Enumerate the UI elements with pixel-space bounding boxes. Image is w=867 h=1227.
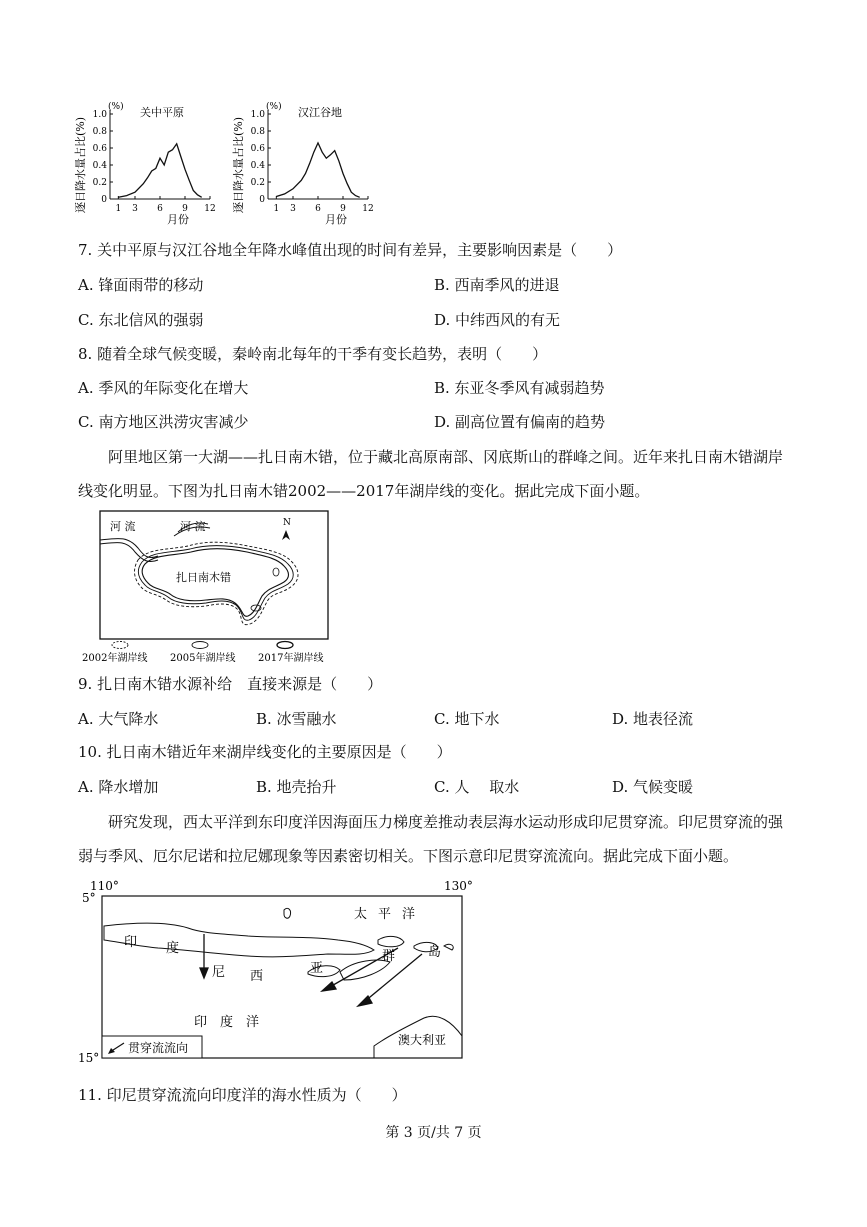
y-tick-label: 0.6	[250, 144, 265, 154]
label-indonesia-2: 度	[166, 941, 180, 956]
label-indonesia-5: 亚	[310, 961, 324, 976]
lat-bottom-label: 15°	[78, 1051, 100, 1065]
x-tick-label: 12	[204, 204, 216, 214]
legend-2002-label: 2002年湖岸线	[82, 653, 148, 664]
chart-unit: (%)	[266, 102, 282, 112]
chart-ylabel: 逐日降水量占比(%)	[74, 116, 87, 214]
chart-guanzhong	[73, 101, 216, 226]
x-tick-label: 3	[290, 204, 296, 214]
island	[378, 936, 404, 946]
legend-2005-label: 2005年湖岸线	[170, 653, 236, 664]
map-legend-label: 贯穿流流向	[128, 1041, 189, 1055]
question-9-option-c[interactable]: C. 地下水	[434, 710, 500, 728]
lake-shoreline-map	[78, 508, 338, 666]
legend-2017-label: 2017年湖岸线	[258, 653, 324, 664]
y-tick-label: 1.0	[250, 110, 265, 120]
y-tick-label: 0	[101, 195, 107, 205]
label-indonesia-7: 岛	[428, 945, 442, 960]
north-label: N	[283, 518, 291, 528]
x-tick-label: 9	[182, 204, 188, 214]
chart-xlabel: 月份	[167, 213, 189, 226]
north-arrow-icon	[282, 530, 290, 540]
river-label-2: 河 流	[180, 520, 206, 533]
question-10-option-b[interactable]: B. 地壳抬升	[256, 778, 337, 796]
y-tick-label: 1.0	[92, 110, 107, 120]
x-tick-label: 12	[362, 204, 374, 214]
y-tick-label: 0.2	[92, 178, 107, 188]
x-tick-label: 9	[340, 204, 346, 214]
label-indonesia-3: 尼	[212, 965, 226, 980]
legend-2017-symbol	[277, 642, 293, 649]
question-10-stem: 10. 扎日南木错近年来湖岸线变化的主要原因是（ ）	[78, 743, 452, 761]
passage-lake: 阿里地区第一大湖——扎日南木错，位于藏北高原南部、冈底斯山的群峰之间。近年来扎日南木错湖岸线变化明显。下图为扎日南木错2002——2017年湖岸线的变化。据此完成下面小题。	[78, 448, 784, 500]
passage-indonesian-throughflow: 研究发现，西太平洋到东印度洋因海面压力梯度差推动表层海水运动形成印尼贯穿流。印尼贯穿流的强弱与季风、厄尔尼诺和拉尼娜现象等因素密切相关。下图示意印尼贯穿流流向。据此完成下面小题。	[78, 813, 784, 865]
chart-title: 关中平原	[140, 106, 184, 119]
label-indian-ocean-1: 印	[194, 1015, 208, 1030]
x-tick-label: 3	[132, 204, 138, 214]
question-8-option-c[interactable]: C. 南方地区洪涝灾害减少	[78, 413, 249, 431]
precip-curve	[118, 144, 201, 198]
island	[444, 944, 453, 950]
question-7-option-d[interactable]: D. 中纬西风的有无	[434, 311, 561, 329]
question-7-option-a[interactable]: A. 锋面雨带的移动	[78, 276, 204, 294]
java-islands-outline	[104, 923, 374, 957]
question-10-option-a[interactable]: A. 降水增加	[78, 778, 159, 796]
label-pacific-2: 平	[378, 907, 392, 922]
river-label-1: 河 流	[110, 520, 136, 533]
legend-2005-symbol	[192, 642, 208, 649]
label-indonesia-4: 西	[250, 969, 264, 984]
label-indonesia-6: 群	[382, 949, 396, 964]
page-footer: 第 3 页/共 7 页	[385, 1125, 482, 1141]
precipitation-charts	[70, 95, 400, 230]
question-7-stem: 7. 关中平原与汉江谷地全年降水峰值出现的时间有差异，主要影响因素是（ ）	[78, 241, 623, 259]
lon-left-label: 110°	[90, 879, 119, 893]
question-11-stem: 11. 印尼贯穿流流向印度洋的海水性质为（ ）	[78, 1086, 407, 1104]
y-tick-label: 0.4	[250, 161, 265, 171]
question-10-option-c[interactable]: C. 人 取水	[434, 778, 520, 796]
x-tick-label: 6	[315, 204, 321, 214]
label-indian-ocean-3: 洋	[246, 1015, 260, 1030]
chart-hanjiang	[231, 101, 374, 226]
y-tick-label: 0	[259, 195, 265, 205]
y-tick-label: 0.2	[250, 178, 265, 188]
question-9-option-b[interactable]: B. 冰雪融水	[256, 710, 337, 728]
chart-title: 汉江谷地	[298, 106, 342, 119]
question-9-option-a[interactable]: A. 大气降水	[78, 710, 159, 728]
throughflow-map	[78, 876, 478, 1066]
y-tick-label: 0.8	[92, 127, 107, 137]
question-8-stem: 8. 随着全球气候变暖，秦岭南北每年的干季有变长趋势，表明（ ）	[78, 345, 548, 363]
question-10-option-d[interactable]: D. 气候变暖	[612, 778, 694, 796]
question-9-option-d[interactable]: D. 地表径流	[612, 710, 694, 728]
question-7-option-b[interactable]: B. 西南季风的进退	[434, 276, 560, 294]
lat-top-label: 5°	[82, 891, 96, 905]
chart-ylabel: 逐日降水量占比(%)	[232, 116, 245, 214]
question-8-option-b[interactable]: B. 东亚冬季风有减弱趋势	[434, 379, 605, 397]
river-left	[100, 538, 158, 557]
label-australia: 澳大利亚	[398, 1033, 447, 1047]
question-8-option-a[interactable]: A. 季风的年际变化在增大	[78, 379, 249, 397]
island	[273, 568, 279, 576]
legend-2002-symbol	[112, 642, 128, 649]
island	[284, 908, 291, 918]
question-7-option-c[interactable]: C. 东北信风的强弱	[78, 311, 204, 329]
question-8-option-d[interactable]: D. 副高位置有偏南的趋势	[434, 413, 606, 431]
chart-unit: (%)	[108, 102, 124, 112]
chart-xlabel: 月份	[325, 213, 347, 226]
x-tick-label: 1	[273, 204, 280, 214]
lon-right-label: 130°	[444, 879, 473, 893]
label-indian-ocean-2: 度	[220, 1015, 234, 1030]
x-tick-label: 1	[115, 204, 122, 214]
precip-curve	[276, 143, 359, 197]
lake-name: 扎日南木错	[176, 571, 231, 584]
river-left-bank	[100, 542, 158, 561]
y-tick-label: 0.8	[250, 127, 265, 137]
y-tick-label: 0.4	[92, 161, 107, 171]
label-pacific-3: 洋	[402, 907, 416, 922]
y-tick-label: 0.6	[92, 144, 107, 154]
question-9-stem: 9. 扎日南木错水源补给 直接来源是（ ）	[78, 675, 383, 693]
label-pacific-1: 太	[354, 907, 368, 922]
label-indonesia-1: 印	[124, 935, 138, 950]
x-tick-label: 6	[157, 204, 163, 214]
